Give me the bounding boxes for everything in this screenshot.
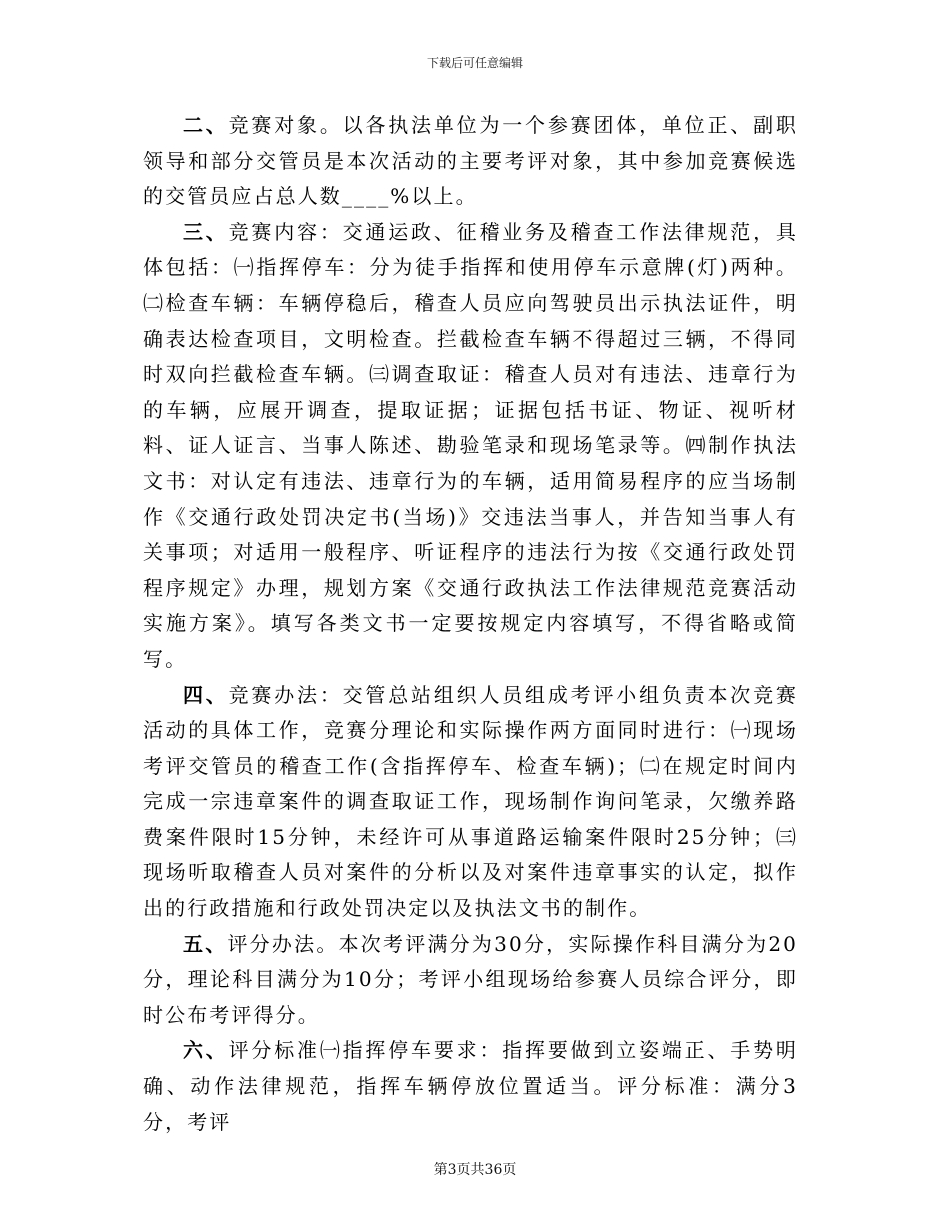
document-body	[143, 108, 798, 1140]
paragraph-text: 评分标准㈠指挥停车要求：指挥要做到立姿端正、手势明确、动作法律规范，指挥车辆停放位置适当。评分标准：满分3分，考评	[143, 1038, 798, 1134]
paragraph-scoring-method	[143, 927, 798, 1034]
paragraph-text: 竞赛内容：交通运政、征稽业务及稽查工作法律规范，具体包括：㈠指挥停车：分为徒手指挥和使用停车示意牌(灯)两种。㈡检查车辆：车辆停稳后，稽查人员应向驾驶员出示执法证件，明确表达检查项目，文明检查。拦截检查车辆不得超过三辆，不得同时双向拦截检查车辆。㈢调查取证：稽查人员对有违法、违章行为的车辆，应展开调查，提取证据；证据包括书证、物证、视听材料、证人证言、当事人陈述、勘验笔录和现场笔录等。㈣制作执法文书：对认定有违法、违章行为的车辆，适用简易程序的应当场制作《交通行政处罚决定书(当场)》交违法当事人，并告知当事人有关事项；对适用一般程序、听证程序的违法行为按《交通行政处罚程序规定》办理，规划方案《交通行政执法工作法律规范竞赛活动实施方案》。填写各类文书一定要按规定内容填写，不得省略或简写。	[143, 219, 798, 671]
paragraph-text: 评分办法。本次考评满分为30分，实际操作科目满分为20分，理论科目满分为10分；考评小组现场给参赛人员综合评分，即时公布考评得分。	[143, 931, 798, 1027]
section-number: 三、	[183, 219, 229, 244]
paragraph-competition-target	[143, 108, 798, 215]
paragraph-scoring-standard	[143, 1033, 798, 1140]
paragraph-competition-content	[143, 215, 798, 678]
paragraph-competition-method	[143, 678, 798, 927]
section-number: 四、	[183, 682, 229, 707]
page-number-footer: 第3页共36页	[433, 1162, 517, 1178]
section-number: 五、	[183, 931, 228, 956]
page-header-note: 下载后可任意编辑	[426, 56, 523, 70]
paragraph-text: 竞赛办法：交管总站组织人员组成考评小组负责本次竞赛活动的具体工作，竞赛分理论和实际操作两方面同时进行：㈠现场考评交管员的稽查工作(含指挥停车、检查车辆)；㈡在规定时间内完成一宗违章案件的调查取证工作，现场制作询问笔录，欠缴养路费案件限时15分钟，未经许可从事道路运输案件限时25分钟；㈢现场听取稽查人员对案件的分析以及对案件违章事实的认定，拟作出的行政措施和行政处罚决定以及执法文书的制作。	[143, 682, 798, 921]
section-number: 二、	[183, 113, 229, 137]
section-number: 六、	[183, 1038, 229, 1063]
paragraph-text: 竞赛对象。以各执法单位为一个参赛团体，单位正、副职领导和部分交管员是本次活动的主要考评对象，其中参加竞赛候选的交管员应占总人数____%以上。	[143, 113, 798, 209]
